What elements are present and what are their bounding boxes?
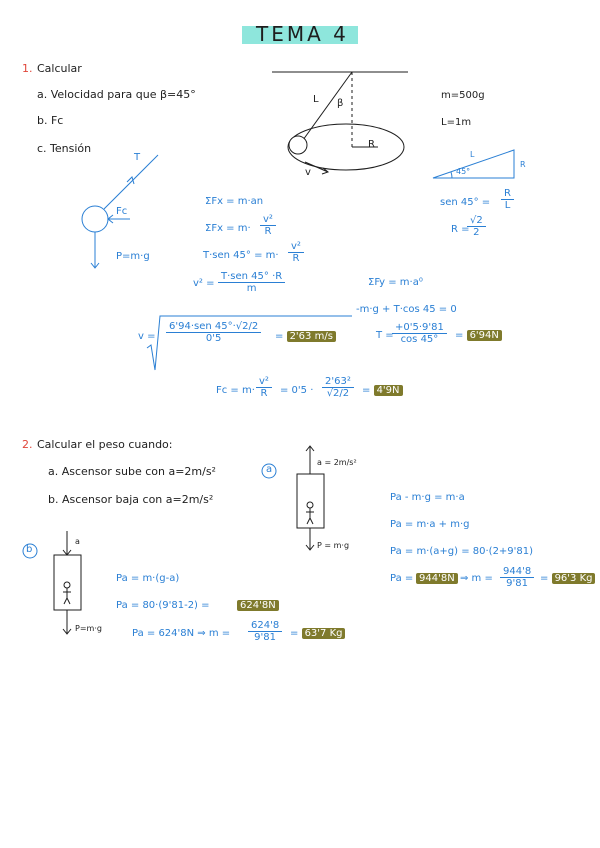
eq-sum-fx-denominator: R [264, 226, 272, 237]
ra-line-2: Pa = m·a + m·g [390, 519, 470, 530]
rb-line-1: Pa = m·(g-a) [116, 573, 180, 584]
ra-numerator: 944'8 [500, 566, 534, 578]
eq-fc-result-wrap: = 4'9N [362, 385, 403, 396]
eq-sum-fx: ΣFx = m·an [205, 196, 264, 207]
eq-T-result: 6'94N [467, 330, 502, 341]
eq-fc-numerator-2: 2'63² [322, 376, 354, 388]
eq-v-numerator: 6'94·sen 45°·√2/2 [166, 321, 261, 333]
problem-2-part-a: a. Ascensor sube con a=2m/s² [48, 465, 216, 478]
rb-weight-result: 624'8N [237, 600, 279, 611]
fbd-label-P: P=m·g [116, 251, 150, 262]
ra-mass-result-wrap: = 96'3 Kg [540, 573, 595, 584]
label-L: L [313, 94, 319, 105]
elevator-b-diagram [54, 531, 81, 634]
sen-fraction [501, 188, 514, 211]
eq-sum-fx-lhs: ΣFx = m· [205, 223, 251, 234]
page-title: TEMA 4 [256, 22, 349, 46]
rb-fraction [248, 620, 282, 643]
eq-fc-denominator-1: R [260, 388, 268, 399]
elevator-a-weight: P = m·g [317, 541, 350, 550]
eq-T-result-wrap: = 6'94N [455, 330, 502, 341]
eq-v2-lhs: v² = [193, 278, 215, 289]
eq-fc-mid: = 0'5 · [280, 385, 314, 396]
eq-v-lhs: v = [138, 331, 156, 342]
eq-fc-denominator-2: √2/2 [326, 388, 350, 399]
ra-weight-result: 944'8N [416, 573, 458, 584]
ra-fraction [500, 566, 534, 589]
sen-denominator: L [504, 200, 511, 211]
ra-line-1: Pa - m·g = m·a [390, 492, 465, 503]
ra-denominator: 9'81 [506, 578, 529, 589]
eq-v-result-wrap: = 2'63 m/s [275, 331, 336, 342]
triangle-label-L: L [470, 150, 475, 159]
triangle-label-R: R [520, 160, 526, 169]
R-lhs: R = [451, 224, 470, 235]
eq-v2-denominator: m [246, 283, 257, 294]
eq-T-denominator: cos 45° [400, 334, 439, 345]
eq-fc-lhs: Fc = m· [216, 385, 255, 396]
eq-v-result: 2'63 m/s [287, 331, 336, 342]
problem-1-heading: Calcular [37, 62, 82, 75]
ra-line-3: Pa = m·(a+g) = 80·(2+9'81) [390, 546, 534, 557]
eq-fc-numerator-1: v² [256, 376, 272, 388]
eq-sum-fx-numerator: v² [260, 214, 276, 226]
rb-mass-result: 63'7 Kg [302, 628, 346, 639]
given-mass: m=500g [441, 90, 485, 101]
elevator-a-accel: a = 2m/s² [317, 458, 357, 467]
R-numerator: √2 [467, 215, 486, 227]
problem-2-heading: Calcular el peso cuando: [37, 438, 173, 451]
label-v: v [305, 167, 311, 178]
eq-T-fraction [392, 322, 447, 345]
circle-label-b: b [26, 544, 33, 555]
circle-label-a: a [266, 464, 273, 475]
problem-1-part-a: a. Velocidad para que β=45° [37, 88, 196, 101]
eq-v2-numerator: T·sen 45° ·R [218, 271, 285, 283]
sen-lhs: sen 45° = [440, 197, 491, 208]
label-R: R [368, 139, 375, 150]
given-length: L=1m [441, 117, 472, 128]
eq-fc-result: 4'9N [374, 385, 403, 396]
eq-sum-fx-fraction [260, 214, 276, 237]
eq-T-numerator: +0'5·9'81 [392, 322, 447, 334]
problem-1-number: 1. [22, 62, 33, 75]
eq-tension-numerator: v² [288, 241, 304, 253]
problem-1-part-c: c. Tensión [37, 142, 92, 155]
eq-tension-fraction [288, 241, 304, 264]
eq-fc-fraction-1 [256, 376, 272, 399]
eq-v-fraction [166, 321, 261, 344]
eq-sum-fy: ΣFy = m·a⁰ [368, 277, 423, 288]
elevator-b-weight: P=m·g [75, 624, 102, 633]
ra-mass-result: 96'3 Kg [552, 573, 596, 584]
triangle-angle: 45° [456, 167, 471, 176]
eq-tension-denominator: R [292, 253, 300, 264]
rb-numerator: 624'8 [248, 620, 282, 632]
rb-denominator: 9'81 [254, 632, 277, 643]
eq-v-denominator: 0'5 [205, 333, 222, 344]
eq-tension-lhs: T·sen 45° = m· [203, 250, 279, 261]
R-denominator: 2 [473, 227, 480, 238]
fbd-label-Fc: Fc [116, 206, 128, 217]
ra-line-4-mid: ⇒ m = [460, 573, 493, 584]
rb-mass-result-wrap: = 63'7 Kg [290, 628, 345, 639]
eq-T-lhs: T = [376, 330, 394, 341]
eq-fc-fraction-2 [322, 376, 354, 399]
eq-v2-fraction [218, 271, 285, 294]
sen-numerator: R [501, 188, 514, 200]
fbd-label-T: T [134, 152, 141, 163]
problem-1-part-b: b. Fc [37, 114, 64, 127]
conical-pendulum-diagram [272, 72, 408, 174]
rb-line-2-lhs: Pa = 80·(9'81-2) = [116, 600, 210, 611]
rb-line-3-lhs: Pa = 624'8N ⇒ m = [132, 628, 231, 639]
ra-line-4-lhs: Pa = [390, 573, 414, 584]
problem-2-part-b: b. Ascensor baja con a=2m/s² [48, 493, 214, 506]
problem-2-number: 2. [22, 438, 33, 451]
eq-vertical-balance: -m·g + T·cos 45 = 0 [356, 304, 457, 315]
label-beta: β [337, 98, 344, 109]
R-fraction [467, 215, 486, 238]
elevator-b-accel: a [75, 537, 80, 546]
